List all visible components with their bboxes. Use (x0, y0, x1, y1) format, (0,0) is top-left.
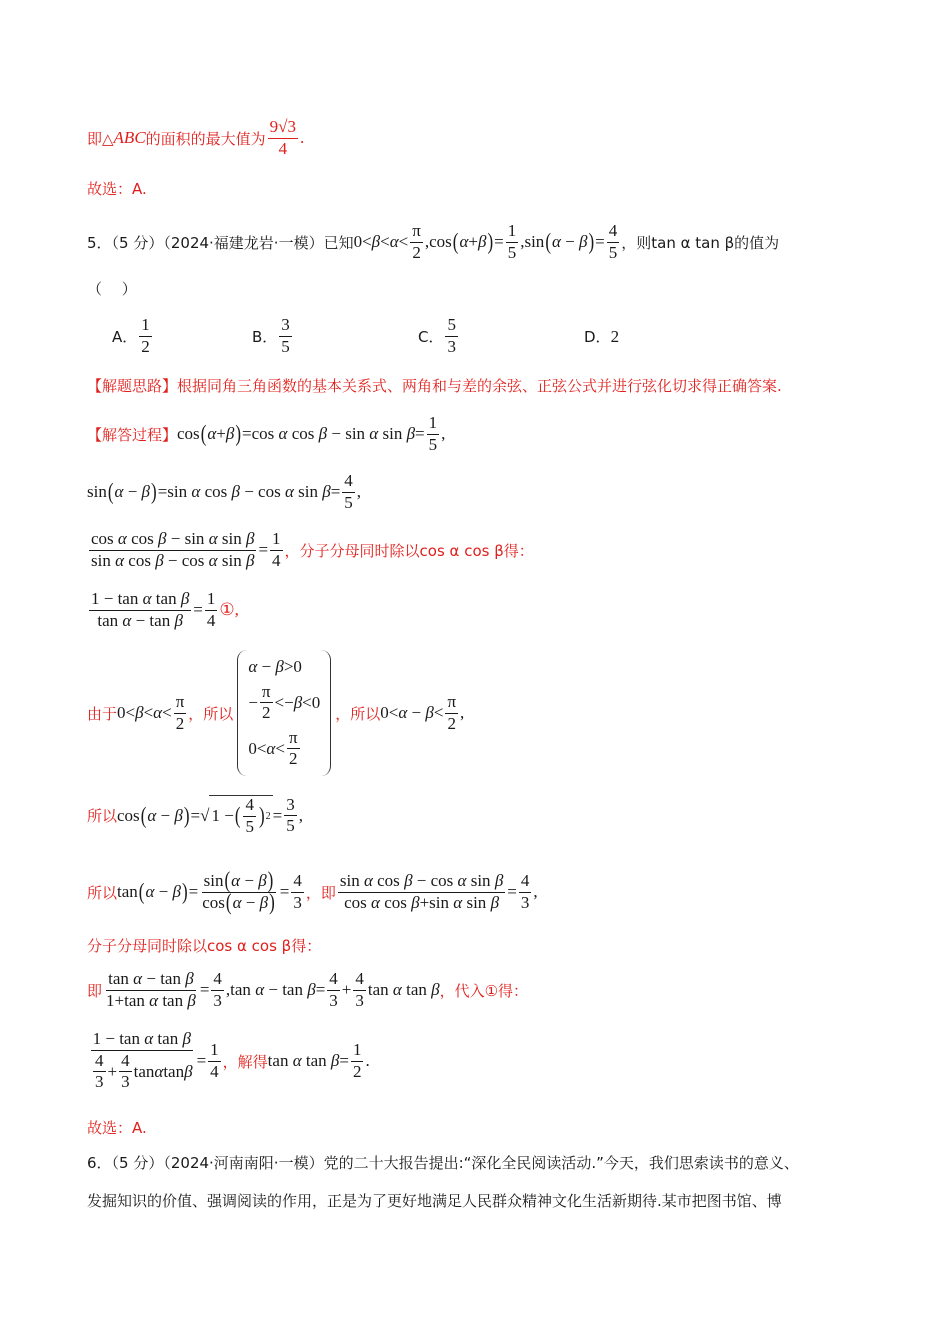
q6-line-1: 6．（5 分）（2024·河南南阳·一模）党的二十大报告提出:“深化全民阅读活动.”今天，我们思索读书的意义、 (87, 1154, 799, 1172)
q5-stem-prefix: 5．（5 分）（2024·福建龙岩·一模）已知 (87, 233, 354, 252)
pi-over-2: $\frac{\pi}{2}$ (412, 221, 421, 262)
process-line-10: 1 − tan α tan β $\frac{4}{3}$ + $\frac{4}{3}$ tan α tan β = $\frac{1}{4}$ ，解得 tan α tan β= $\frac{1}{2}$ . (92, 1029, 370, 1092)
process-line-8: 分子分母同时除以cos α cos β得： (87, 937, 322, 955)
inequality-system: α − β>0 − $\frac{\pi}{2}$ <− β <0 0< α < $\frac{\pi}{2}$ (237, 650, 331, 776)
q5-stem-suffix: ，则tan α tan β的值为 (621, 233, 780, 252)
choice-c[interactable]: C． $\frac{5}{3}$ (418, 315, 456, 356)
answer-q5: 故选：A. (87, 1119, 147, 1137)
q5-stem: 5．（5 分）（2024·福建龙岩·一模）已知 0<β<α< $\frac{\pi}{2}$ ,cos(α+β)= $\frac{1}{5}$ ,sin(α − β)= $\frac{4}{5}$ ，则tan α tan β的值为 (87, 221, 780, 262)
choice-a[interactable]: A． $\frac{1}{2}$ (112, 315, 150, 356)
answer-q4: 故选：A. (87, 180, 147, 198)
area-prefix: 即△ (87, 129, 114, 148)
process-line-9: 即 $\frac{\text{tan α − tan β}}{\text{1+tan α tan β}}$ = $\frac{4}{3}$ ,tan α − tan β= $\frac{4}{3}$ + $\frac{4}{3}$ tan α tan β ，代入①得： (87, 969, 529, 1010)
triangle-name: ABC (113, 128, 146, 148)
process-line-3: $\frac{\text{cos α cos β − sin α sin β}}{\text{sin α cos β − cos α sin β}}$ = $\frac{1}{4}$ ，分子分母同时除以cos α cos β得： (91, 529, 534, 570)
process-line-2: sin(α − β)=sin α cos β − cos α sin β= $\frac{4}{5}$ , (87, 471, 362, 512)
process-line-4: $\frac{\text{1 − tan α tan β}}{\text{tan α − tan β}}$ = $\frac{1}{4}$ ①, (91, 589, 239, 630)
process-line-7: 所以 tan(α − β)= $\frac{\sin(\alpha - \beta)}{\cos(\alpha - \beta)}$ = $\frac{4}{3}$ ，即 $\frac{\text{sin α cos β − cos α sin β}}{\text{cos α cos β+sin α sin β}}$ = $\frac{4}{3}$ , (87, 867, 538, 915)
max-area-fraction: $\frac{9√3}{4}$ (269, 117, 297, 158)
sqrt-expression: √ 1 − ( $\frac{4}{5}$ ) 2 (200, 795, 271, 836)
area-mid: 的面积的最大值为 (145, 129, 266, 148)
process-line-5: 由于 0<β<α< $\frac{\pi}{2}$ ，所以 α − β>0 − $\frac{\pi}{2}$ <− β <0 0< α < $\frac{\pi}{2}$ ，所以 0<α − β< $\frac{\pi}{2}$ , (87, 650, 464, 776)
process-line-6: 所以 cos(α − β)= √ 1 − ( $\frac{4}{5}$ ) 2 = $\frac{3}{5}$ , (87, 794, 303, 836)
area-result-line: 即△ ABC 的面积的最大值为 $\frac{9√3}{4}$ . (87, 117, 305, 158)
choice-d[interactable]: D． 2 (584, 326, 620, 346)
q6-line-2: 发掘知识的价值、强调阅读的作用，正是为了更好地满足人民群众精神文化生活新期待.某市把图书馆、博 (87, 1192, 782, 1210)
process-line-1: 【解答过程】 cos(α+β)=cos α cos β − sin α sin β= $\frac{1}{5}$ , (87, 413, 446, 454)
choice-b[interactable]: B． $\frac{3}{5}$ (252, 315, 290, 356)
solution-thinking: 【解题思路】 根据同角三角函数的基本关系式、两角和与差的余弦、正弦公式并进行弦化切求得正确答案. (87, 377, 782, 395)
q5-paren: （ ） (87, 280, 137, 298)
